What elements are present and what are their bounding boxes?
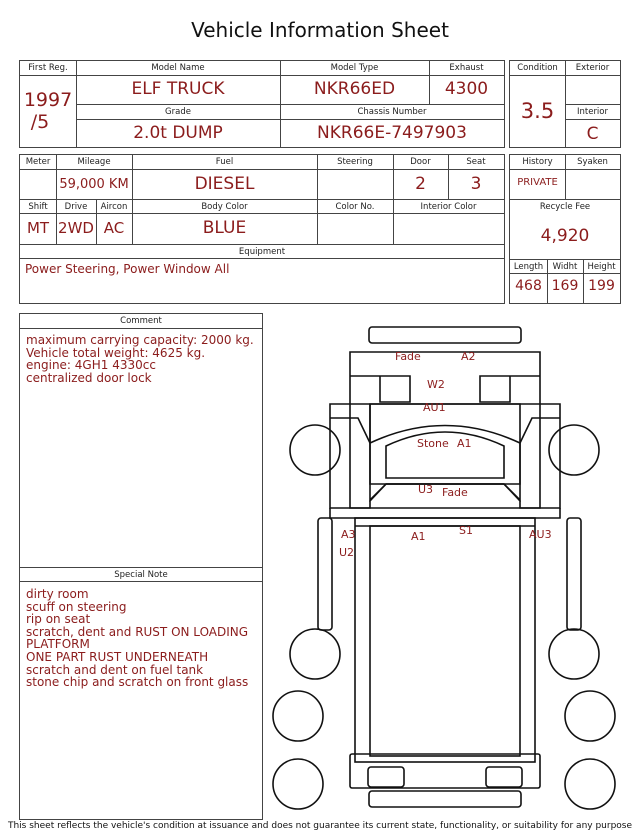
mark-stone: Stone: [417, 437, 449, 450]
comment-text: maximum carrying capacity: 2000 kg. Vehicle total weight: 4625 kg. engine: 4GH1 4330cc centralized door lock: [26, 333, 254, 385]
specs-table: [19, 154, 505, 304]
height-label: Height: [587, 262, 616, 272]
disclaimer-footer: This sheet reflects the vehicle's condition at issuance and does not guarantee its current state, functionality, or suitability for any purpose: [7, 821, 633, 831]
history-value: PRIVATE: [517, 177, 558, 188]
vehicle-info-table: [19, 60, 505, 148]
mark-a1-glass: A1: [457, 437, 472, 450]
interior-grade: C: [586, 124, 599, 144]
comment-panel: [19, 313, 263, 820]
model-name-label: Model Name: [151, 63, 205, 73]
body-color-label: Body Color: [201, 202, 248, 212]
mark-s1: S1: [459, 524, 473, 537]
special-note-label: Special Note: [114, 570, 168, 580]
special-note-text: dirty room scuff on steering rip on seat scratch, dent and RUST ON LOADING PLATFORM ONE PART RUST UNDERNEATH scratch and dent on fuel tank stone chip and scratch on front glass: [26, 587, 249, 690]
fuel-value: DIESEL: [194, 174, 255, 194]
door-label: Door: [410, 157, 431, 167]
condition-grade: 3.5: [520, 99, 555, 123]
truck-damage-diagram: [270, 318, 630, 818]
seat-label: Seat: [466, 157, 486, 167]
equipment-label: Equipment: [238, 247, 286, 257]
mileage-value: 59,000 KM: [59, 177, 129, 192]
mark-au3: AU3: [529, 528, 552, 541]
equipment-value: Power Steering, Power Window All: [25, 262, 230, 276]
mark-a3: A3: [341, 528, 356, 541]
mark-u2: U2: [339, 546, 355, 559]
model-type: NKR66ED: [313, 79, 396, 99]
syaken-label: Syaken: [577, 157, 608, 167]
body-color-value: BLUE: [202, 218, 247, 238]
chassis-label: Chassis Number: [357, 107, 427, 117]
door-value: 2: [415, 174, 426, 194]
steering-label: Steering: [337, 157, 373, 167]
exterior-label: Exterior: [575, 63, 610, 73]
mark-fade-front: Fade: [395, 350, 421, 363]
mileage-label: Mileage: [77, 157, 111, 167]
interior-label: Interior: [576, 107, 608, 117]
first-reg-month: /5: [30, 111, 50, 133]
recycle-fee-label: Recycle Fee: [539, 202, 591, 212]
drive-value: 2WD: [58, 219, 94, 237]
width-label: Widht: [552, 262, 578, 272]
grade-label: Grade: [165, 107, 191, 117]
mark-fade-glass: Fade: [442, 486, 468, 499]
interior-color-label: Interior Color: [420, 202, 477, 212]
fuel-label: Fuel: [215, 157, 234, 167]
grade-value: 2.0t DUMP: [133, 123, 223, 143]
exhaust-value: 4300: [444, 79, 489, 99]
condition-table: [509, 60, 621, 148]
length-label: Length: [513, 262, 544, 272]
history-label: History: [522, 157, 553, 167]
meter-label: Meter: [25, 157, 51, 167]
first-reg-year: 1997: [23, 89, 73, 111]
condition-label: Condition: [517, 63, 558, 73]
mark-w2: W2: [427, 378, 445, 391]
width-value: 169: [551, 278, 579, 294]
mark-a2: A2: [461, 350, 476, 363]
height-value: 199: [588, 278, 615, 294]
drive-label: Drive: [64, 202, 88, 212]
mark-au1: AU1: [423, 401, 446, 414]
first-reg-label: First Reg.: [28, 63, 68, 73]
history-table: [509, 154, 621, 304]
mark-u3: U3: [418, 483, 434, 496]
seat-value: 3: [470, 174, 482, 194]
chassis-number: NKR66E-7497903: [317, 123, 467, 143]
mark-a1-bed: A1: [411, 530, 426, 543]
shift-value: MT: [26, 219, 50, 237]
color-no-label: Color No.: [335, 202, 375, 212]
aircon-value: AC: [103, 219, 125, 237]
shift-label: Shift: [28, 202, 48, 212]
model-name: ELF TRUCK: [131, 79, 225, 99]
recycle-fee-value: 4,920: [540, 226, 590, 246]
aircon-label: Aircon: [100, 202, 128, 212]
comment-label: Comment: [120, 316, 162, 326]
page-title: Vehicle Information Sheet: [191, 18, 449, 42]
exhaust-label: Exhaust: [449, 63, 484, 73]
length-value: 468: [515, 278, 542, 294]
model-type-label: Model Type: [330, 63, 379, 73]
